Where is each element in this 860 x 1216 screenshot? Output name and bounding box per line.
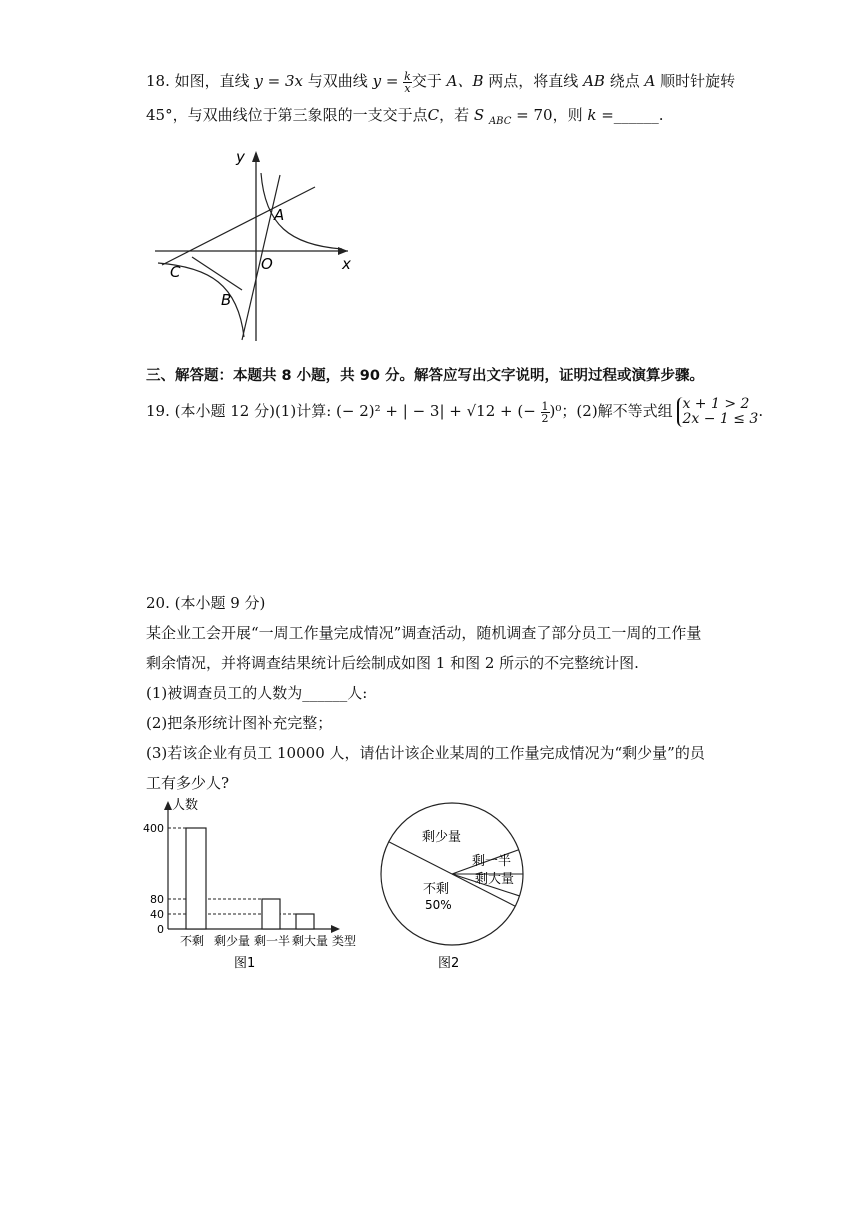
bar-chart-figure1 (140, 795, 380, 975)
pie-slice-label: 剩一半 (472, 854, 512, 869)
label-c: C (170, 263, 181, 281)
pie-slice-value: 50% (425, 898, 452, 912)
pie-slice-label: 剩大量 (475, 872, 515, 887)
q19-half: $\frac{1}{2}$ (541, 399, 549, 425)
q18-figure (150, 145, 360, 345)
label-b: B (221, 291, 232, 309)
pie-title: 图2 (438, 956, 460, 971)
bar-0 (186, 828, 206, 929)
pie-chart-figure2 (375, 795, 535, 975)
bar-3 (296, 914, 314, 929)
q18-line2: 45°，与双曲线位于第三象限的一支交于点C，若 S $_{ABC}$ = 70，则 k =______. (146, 106, 664, 127)
section-3-heading: 三、解答题：本题共 8 小题，共 90 分。解答应写出文字说明，证明过程或演算步骤。 (146, 368, 704, 384)
bar-category-label: 剩少量 (213, 934, 251, 948)
pie-slice-label: 剩少量 (422, 830, 462, 845)
y-axis-arrow-icon (252, 151, 260, 162)
q19-expression: (− 2)² + | − 3| + √12 + (− (336, 402, 541, 420)
label-a: A (274, 206, 285, 224)
bar-ytick-label: 80 (150, 893, 164, 906)
q18-text: 18. 如图，直线 (146, 72, 250, 90)
bar-title: 图1 (234, 956, 256, 971)
q20-line2: 剩余情况，并将调查结果统计后绘制成如图 1 和图 2 所示的不完整统计图. (146, 654, 639, 672)
q18-text: 与双曲线 (307, 72, 368, 90)
q20-title: 20. (本小题 9 分) (146, 594, 266, 612)
q18-eq-hyperbola: y = (372, 72, 399, 90)
bar-ylabel: 人数 (172, 798, 199, 813)
label-y: y (236, 148, 245, 166)
q18-line1: 18. 如图，直线 y = 3x 与双曲线 y = $\frac{k}{x}$ 交于 A、B 两点，将直线 AB 绕点 A 顺时针旋转 (146, 69, 736, 95)
q18-fraction: $\frac{k}{x}$ (404, 69, 411, 95)
q19-inequality-system: x + 1 > 2 2x − 1 ≤ 3 (677, 397, 758, 427)
bar-category-label: 不剩 (179, 934, 205, 948)
bar-ytick-label: 400 (143, 822, 164, 835)
line-ac (162, 187, 315, 265)
q20-line5: (3)若该企业有员工 10000 人，请估计该企业某周的工作量完成情况为“剩少量”的员 (146, 744, 705, 762)
q20-line6: 工有多少人? (146, 774, 230, 792)
bar-ytick-label: 0 (157, 923, 164, 936)
bar-category-label: 剩大量 (291, 934, 329, 948)
bar-xlabel: 类型 (332, 934, 357, 948)
bar-x-arrow-icon (331, 925, 340, 933)
q20-line4: (2)把条形统计图补充完整； (146, 714, 333, 732)
label-o: O (261, 255, 273, 273)
q20-line3: (1)被调查员工的人数为______人: (146, 684, 368, 702)
bar-ytick-label: 40 (150, 908, 164, 921)
line-bc (192, 257, 242, 290)
pie-slice-label: 不剩 (423, 882, 450, 897)
bar-category-label: 剩一半 (253, 934, 291, 948)
q19-line: 19. (本小题 12 分)(1)计算: (− 2)² + | − 3| + √12 + (− $\frac{1}{2}$ )⁰；(2)解不等式组 x + 1 > 2 2x − 1 ≤ 3 . (146, 396, 764, 427)
bar-y-arrow-icon (164, 801, 172, 810)
q20-line1: 某企业工会开展“一周工作量完成情况”调查活动，随机调查了部分员工一周的工作量 (146, 624, 702, 642)
bar-2 (262, 899, 280, 929)
q18-eq-line: y = 3x (254, 72, 303, 90)
label-x: x (342, 255, 351, 273)
